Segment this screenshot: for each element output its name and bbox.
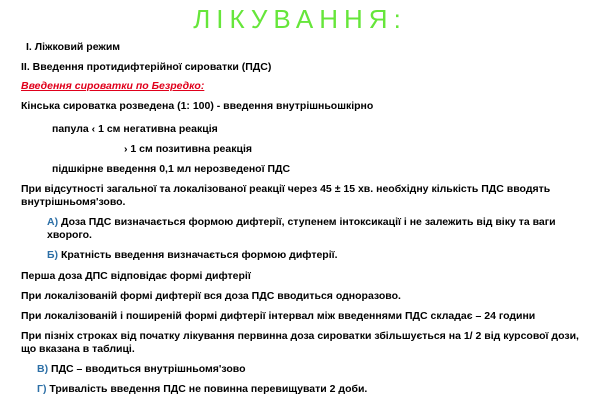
point-a-text: Доза ПДС визначається формою дифтерії, ступенем інтоксикації і не залежить від віку та ваги хворого. bbox=[47, 216, 556, 241]
text-papule-negative: папула ‹ 1 см негативна реакція bbox=[52, 123, 218, 135]
text-late-treatment: При пізніх строках від початку лікування первинна доза сироватки збільшується на 1/ 2 від курсової дози, що вказана в таблиці. bbox=[21, 330, 579, 355]
point-a bbox=[47, 216, 593, 242]
text-serum-intro: ІІ. Введення протидифтерійної сироватки (ПДС) bbox=[21, 61, 272, 73]
text-bezredko-heading: Введення сироватки по Безредко: bbox=[21, 80, 205, 92]
text-subcutaneous: підшкірне введення 0,1 мл нерозведеної ПДС bbox=[52, 163, 291, 175]
text-localized-single: При локалізованій формі дифтерії вся доза ПДС вводиться одноразово. bbox=[21, 290, 401, 302]
point-v-text: ПДС – вводиться внутрішньомя'зово bbox=[51, 363, 246, 375]
point-v-letter: В) bbox=[37, 363, 49, 375]
text-horse-serum: Кінська сироватка розведена (1: 100) - введення внутрішньошкірно bbox=[21, 100, 374, 112]
point-b-text: Кратність введення визначається формою дифтерії. bbox=[60, 249, 338, 261]
text-papule-positive: › 1 см позитивна реакція bbox=[124, 143, 252, 155]
point-g-letter: Г) bbox=[37, 383, 47, 395]
point-a-letter: А) bbox=[47, 216, 59, 228]
point-v bbox=[37, 363, 246, 376]
slide-title: ЛІКУВАННЯ: bbox=[193, 4, 407, 34]
text-no-reaction: При відсутності загальної та локалізованої реакції через 45 ± 15 хв. необхідну кількість ПДС вводять внутрішньомя'зово. bbox=[21, 183, 551, 208]
text-first-dose: Перша доза ДПС відповідає формі дифтерії bbox=[21, 270, 251, 282]
point-g bbox=[37, 383, 367, 396]
point-b-letter: Б) bbox=[47, 249, 59, 261]
point-b bbox=[47, 249, 338, 262]
text-bed-regime: І. Ліжковий режим bbox=[26, 41, 121, 53]
point-g-text: Тривалість введення ПДС не повинна перевищувати 2 доби. bbox=[49, 383, 368, 395]
text-interval: При локалізованій і поширеній формі дифтерії інтервал між введеннями ПДС складає – 24 години bbox=[21, 310, 536, 322]
